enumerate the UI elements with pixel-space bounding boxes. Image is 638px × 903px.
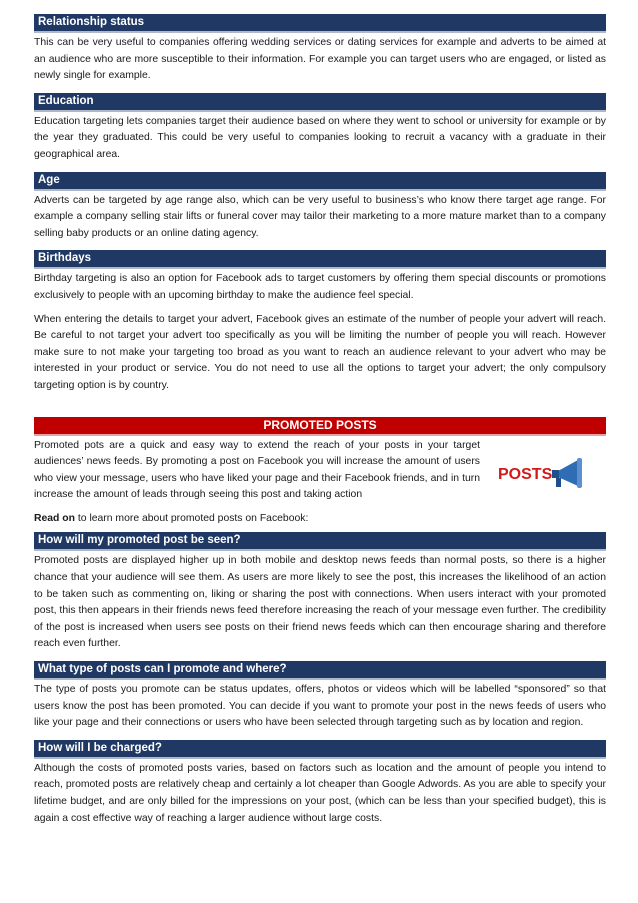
promoted-posts-title: PROMOTED POSTS — [34, 417, 606, 436]
section-body-relationship: This can be very useful to companies offering wedding services or dating services for example and adverts to be aimed at an audience who are more susceptible to their information. For example you can target users who are engaged, or listed as newly single for example. — [34, 37, 606, 82]
faq-body-seen: Promoted posts are displayed higher up in both mobile and desktop news feeds than normal posts, so there is a higher chance that your audience will see them. As users are more likely to see the post, this increases the likelihood of an action to be taken such as commenting on, liking or sharing the post with connections. When users interact with your promoted post, this then appears in their friends news feed therefore increasing the reach of your message even further. The credibility of the post is increased when users see posts on their friend news feeds which can then encourage sharing and therefore reach even further. — [34, 555, 606, 650]
promoted-posts-intro: Promoted pots are a quick and easy way to extend the reach of your posts in your target audiences’ news feeds. By promoting a post on Facebook you will increase the amount of users who view your message, users who have liked your page and their Facebook friends, and in turn increase the amount of leads through seeing this post and taking action — [34, 439, 480, 501]
promoted-posts-intro-block — [34, 438, 606, 504]
document-content — [34, 14, 606, 827]
faq-body-type: The type of posts you promote can be status updates, offers, photos or videos which will be labelled “sponsored” so that users know the post has been promoted. You can decide if you want to promote your post in the news feeds of users who like your page and their connections or users who have been selected through targeting such as by location and region. — [34, 684, 606, 729]
section-heading-relationship: Relationship status — [34, 14, 606, 33]
section-heading-age: Age — [34, 172, 606, 191]
section-body-birthdays: Birthday targeting is also an option for Facebook ads to target customers by offering them special discounts or promotions exclusively to people with an upcoming birthday to make the audience feel special. — [34, 273, 606, 301]
faq-heading-seen: How will my promoted post be seen? — [34, 532, 606, 551]
read-on-line — [34, 511, 606, 528]
faq-heading-type: What type of posts can I promote and where? — [34, 661, 606, 680]
megaphone-icon — [496, 454, 594, 492]
section-body-education: Education targeting lets companies target their audience based on where they went to school or university for example or by the year they graduated. This could be very useful to companies looking to recruit a vacancy with a graduate in their geographical area. — [34, 115, 606, 160]
faq-body-charged: Although the costs of promoted posts varies, based on factors such as location and the amount of people you intend to reach, promoted posts are relatively cheap and certainly a lot cheaper than Google Adwords. As you are able to specify your lifetime budget, and are only billed for the impressions on your post, (which can be less than your specified budget), this is again a cost effective way of reaching a larger audience without large costs. — [34, 762, 606, 824]
section-heading-birthdays: Birthdays — [34, 250, 606, 269]
section-body-age: Adverts can be targeted by age range also, which can be very useful to business’s who know there target age range. For example a company selling stair lifts or funeral cover may tailor their marketing to a more mature market than to a company selling baby products or an online dating agency. — [34, 194, 606, 239]
section-body-targeting-estimate: When entering the details to target your advert, Facebook gives an estimate of the number of people your advert will reach. Be careful to not target your advert too specifically as you will be limiting the number of people you will reach. However make sure to not make your targeting too broad as you want to reach an audience relevant to your advert who may be interested in your product or service. You do not need to use all the options to target your advert; the only compulsory targeting option is by country. — [34, 313, 606, 391]
section-heading-education: Education — [34, 93, 606, 112]
read-on-text: to learn more about promoted posts on Facebook: — [75, 512, 309, 524]
read-on-bold: Read on — [34, 512, 75, 524]
faq-heading-charged: How will I be charged? — [34, 740, 606, 759]
posts-image-text: POSTS — [498, 465, 553, 483]
posts-megaphone-image — [496, 454, 594, 492]
